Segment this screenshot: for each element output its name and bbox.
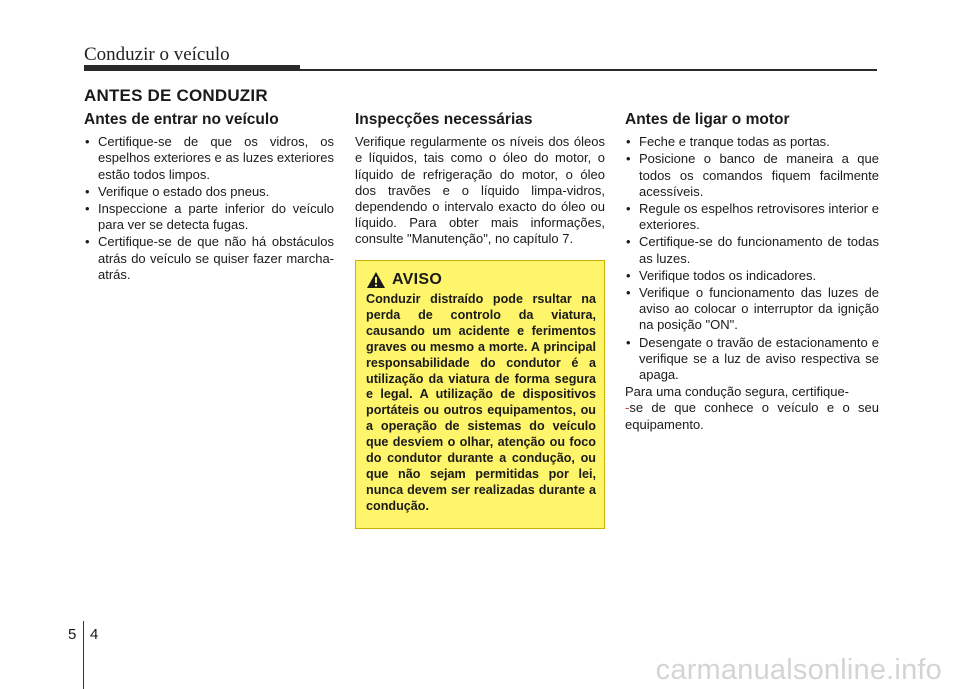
column-inspections — [355, 112, 605, 248]
section-title: ANTES DE CONDUZIR — [84, 86, 268, 105]
closing-hyphen: - — [625, 400, 630, 416]
column-before-starting — [625, 112, 879, 433]
warning-title: AVISO — [392, 271, 443, 288]
checklist-before-starting — [625, 134, 879, 383]
closing-text-a: Para uma condução segura, certifique- — [625, 384, 850, 400]
column-before-entering — [84, 112, 334, 284]
list-item: • Certifique-se de que os vidros, os espelhos exteriores e as luzes exteriores estão todos limpos. — [84, 134, 334, 183]
checklist-before-entering — [84, 134, 334, 283]
heading-before-entering: Antes de entrar no veículo — [84, 111, 279, 128]
closing-text-b: se de que conhece o veículo e o seu equipamento. — [625, 400, 879, 432]
list-item: • Feche e tranque todas as portas. — [625, 134, 879, 150]
list-item: • Certifique-se de que não há obstáculos atrás do veículo se quiser fazer marcha-atrás. — [84, 234, 334, 283]
watermark: carmanualsonline.info — [655, 654, 942, 686]
page-number-page: 4 — [90, 626, 99, 643]
warning-text: Conduzir distraído pode rsultar na perda de controlo da viatura, causando um acidente e ferimentos graves ou mesmo a morte. A principal responsabilidade do condutor é a utilização da viatura de forma segura e legal. A utilização de dispositivos portáteis ou outros equipamentos, ou a operação de sistemas do veículo que desviem o olhar, atenção ou foco do condutor durante a condução, ou que não sejam permitidas por lei, nunca devem ser realizadas durante a condução. — [366, 292, 596, 513]
heading-inspections: Inspecções necessárias — [355, 111, 533, 128]
inspections-paragraph: Verifique regularmente os níveis dos óleos e líquidos, tais como o óleo do motor, o líquido de refrigeração do motor, o óleo dos travões e o líquido limpa-vidros, dependendo o intervalo exacto do óleo ou líquido. Para obter mais informações, consulte "Manutenção", no capítulo 7. — [355, 134, 605, 247]
warning-header — [366, 271, 596, 289]
list-item: • Desengate o travão de estacionamento e verifique se a luz de aviso respectiva se apaga. — [625, 335, 879, 384]
list-item: • Regule os espelhos retrovisores interior e exteriores. — [625, 201, 879, 233]
header-rule-thin — [300, 69, 877, 71]
list-item: • Inspeccione a parte inferior do veículo para ver se detecta fugas. — [84, 201, 334, 233]
list-item: • Certifique-se do funcionamento de todas as luzes. — [625, 234, 879, 266]
header-rule-thick — [84, 65, 300, 71]
warning-triangle-icon — [366, 271, 386, 289]
chapter-title: Conduzir o veículo — [84, 44, 230, 65]
warning-box — [355, 260, 605, 529]
heading-before-starting: Antes de ligar o motor — [625, 111, 790, 128]
list-item: • Posicione o banco de maneira a que todos os comandos fiquem facilmente acessíveis. — [625, 151, 879, 200]
list-item: • Verifique todos os indicadores. — [625, 268, 879, 284]
footer-divider — [83, 621, 84, 689]
list-item: • Verifique o funcionamento das luzes de aviso ao colocar o interruptor da ignição na posição "ON". — [625, 285, 879, 334]
page-number-chapter: 5 — [68, 626, 77, 643]
closing-paragraph — [625, 384, 879, 433]
list-item: • Verifique o estado dos pneus. — [84, 184, 334, 200]
